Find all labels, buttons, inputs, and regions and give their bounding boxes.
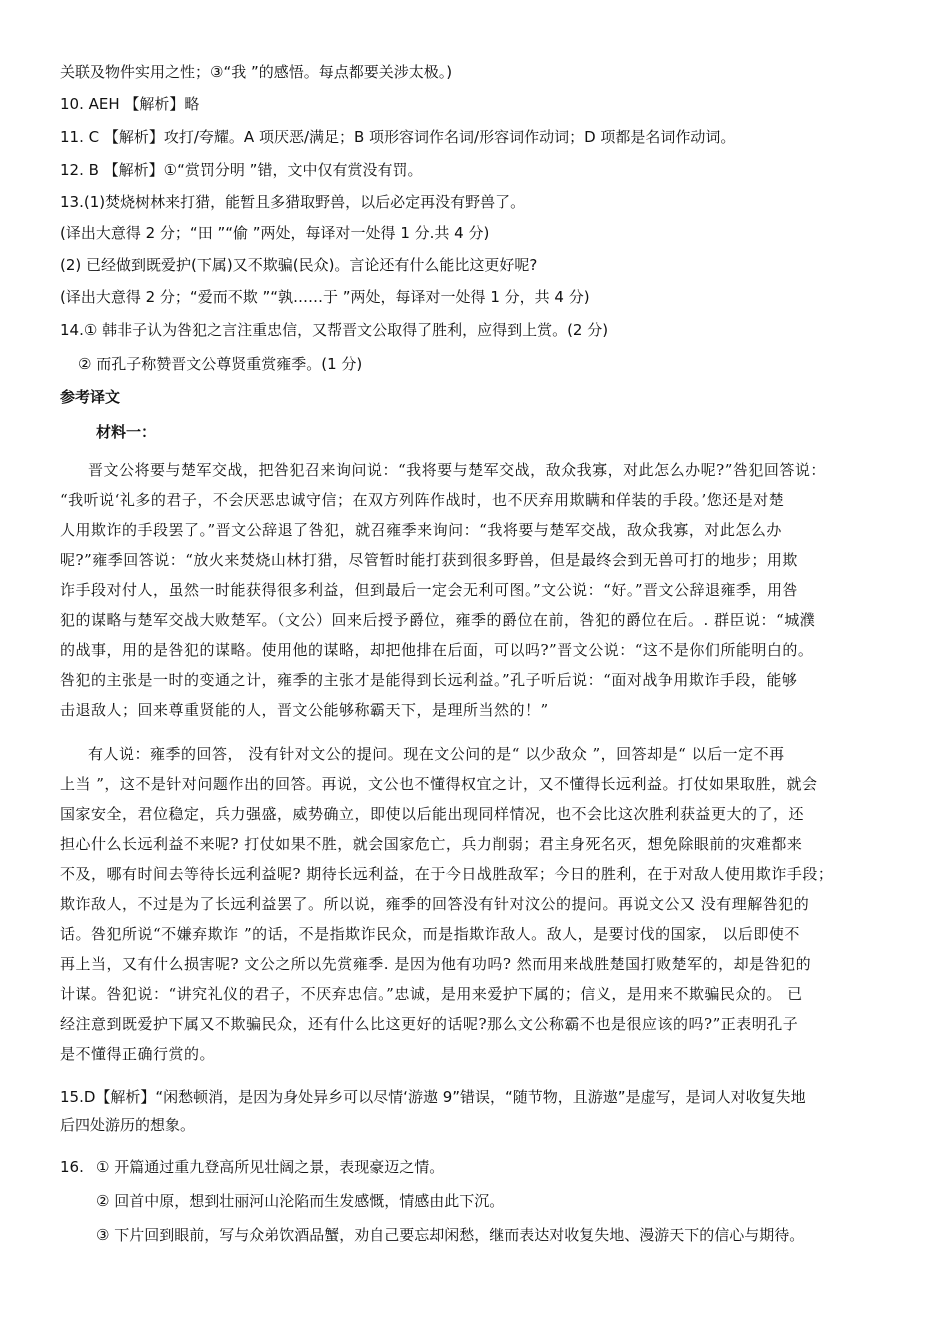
translation-p2-line: 担心什么长远利益不来呢? 打仗如果不胜，就会国家危亡，兵力削弱；君主身死名灭，想免除眼前的灾难都来 [60,835,803,853]
translation-p2-line: 国家安全，君位稳定，兵力强盛，威势确立，即使以后能出现同样情况，也不会比这次胜利获益更大的了，还 [60,805,805,823]
translation-p2-line: 不及，哪有时间去等待长远利益呢? 期待长远利益，在于今日战胜敌军；今日的胜利，在于对敌人使用欺诈手段； [60,865,834,883]
translation-p1-line: “我听说‘礼多的君子，不会厌恶忠诚守信；在双方列阵作战时，也不厌弃用欺瞒和佯装的手段。’您还是对楚 [60,491,785,509]
translation-p2-line: 经注意到既爱护下属又不欺骗民众，还有什么比这更好的话呢?那么文公称霸不也是很应该的吗?”正表明孔子 [60,1015,799,1033]
translation-heading: 参考译文 [60,388,121,406]
translation-subheading: 材料一： [96,423,157,441]
answer-10: 10. AEH 【解析】略 [60,95,200,113]
translation-p2-line: 是不懂得正确行赏的。 [60,1045,216,1063]
answer-16-item: ① 开篇通过重九登高所见壮阔之景，表现豪迈之情。 [96,1158,445,1176]
translation-p1-line: 晋文公将要与楚军交战，把咎犯召来询问说：“我将要与楚军交战，敌众我寡，对此怎么办呢?”咎犯回答说： [88,461,826,479]
translation-p1-line: 呢?”雍季回答说：“放火来焚烧山林打猎，尽管暂时能打获到很多野兽，但是最终会到无兽可打的地步；用欺 [60,551,798,569]
answer-12: 12. B 【解析】①“赏罚分明 ”错，文中仅有赏没有罚。 [60,161,423,179]
translation-p1-line: 人用欺诈的手段罢了。”晋文公辞退了咎犯，就召雍季来询问：“我将要与楚军交战，敌众我寡，对此怎么办 [60,521,782,539]
answer-16-item: ② 回首中原，想到壮丽河山沦陷而生发感慨，情感由此下沉。 [96,1192,505,1210]
answer-13-2: (2) 已经做到既爱护(下属)又不欺骗(民众)。言论还有什么能比这更好呢? [60,256,538,274]
answer-13-1: 13.(1)焚烧树林来打猎，能暂且多猎取野兽，以后必定再没有野兽了。 [60,193,526,211]
answer-14-2: ② 而孔子称赞晋文公尊贤重赏雍季。(1 分) [78,355,363,373]
translation-p1-line: 击退敌人；回来尊重贤能的人，晋文公能够称霸天下，是理所当然的！” [60,701,549,719]
translation-p2-line: 欺诈敌人，不过是为了长远利益罢了。所以说，雍季的回答没有针对汶公的提问。再说文公又 没有理解咎犯的 [60,895,810,913]
answer-13-1-scoring: (译出大意得 2 分；“田 ”“偷 ”两处，每译对一处得 1 分.共 4 分) [60,224,490,242]
translation-p1-line: 的战事，用的是咎犯的谋略。使用他的谋略，却把他排在后面，可以吗?”晋文公说：“这不是你们所能明白的。 [60,641,814,659]
answer-line-continuation: 关联及物件实用之性；③“我 ”的感悟。每点都要关涉太极。) [60,63,453,81]
answer-13-2-scoring: (译出大意得 2 分；“爱而不欺 ”“孰……于 ”两处，每译对一处得 1 分，共 4 分) [60,288,590,306]
translation-p1-line: 咎犯的主张是一时的变通之计，雍季的主张才是能得到长远利益。”孔子听后说：“面对战争用欺诈手段，能够 [60,671,798,689]
answer-16-item: ③ 下片回到眼前，写与众弟饮酒品蟹，劝自己要忘却闲愁，继而表达对收复失地、漫游天下的信心与期待。 [96,1226,805,1244]
translation-p2-line: 有人说：雍季的回答， 没有针对文公的提问。现在文公问的是“ 以少敌众 ”，回答却是“ 以后一定不再 [88,745,785,763]
answer-16-number: 16. [60,1158,84,1176]
answer-15-line: 后四处游历的想象。 [60,1116,196,1134]
translation-p2-line: 话。咎犯所说“不嫌弃欺诈 ”的话，不是指欺诈民众，而是指欺诈敌人。敌人，是要讨伐的国家， 以后即使不 [60,925,800,943]
translation-p2-line: 计谋。咎犯说：“讲究礼仪的君子，不厌弃忠信。”忠诚，是用来爱护下属的；信义，是用来不欺骗民众的。 已 [60,985,803,1003]
translation-p1-line: 犯的谋略与楚军交战大败楚军。（文公）回来后授予爵位，雍季的爵位在前，咎犯的爵位在后。. 群臣说：“城濮 [60,611,816,629]
answer-15-line: 15.D【解析】“闲愁顿消，是因为身处异乡可以尽情‘游遨 9”错误，“随节物，且游遨”是虚写，是词人对收复失地 [60,1088,806,1106]
translation-p1-line: 诈手段对付人，虽然一时能获得很多利益，但到最后一定会无利可图。”文公说：“好。”晋文公辞退雍季，用咎 [60,581,799,599]
answer-11: 11. C 【解析】攻打/夸耀。A 项厌恶/满足；B 项形容词作名词/形容词作动词；D 项都是名词作动词。 [60,128,736,146]
answer-14-1: 14.① 韩非子认为咎犯之言注重忠信，又帮晋文公取得了胜利，应得到上赏。(2 分) [60,321,609,339]
translation-p2-line: 再上当，又有什么损害呢? 文公之所以先赏雍季. 是因为他有功吗? 然而用来战胜楚国打败楚军的，却是咎犯的 [60,955,812,973]
translation-p2-line: 上当 ”，这不是针对问题作出的回答。再说，文公也不懂得权宜之计，又不懂得长远利益。打仗如果取胜，就会 [60,775,818,793]
